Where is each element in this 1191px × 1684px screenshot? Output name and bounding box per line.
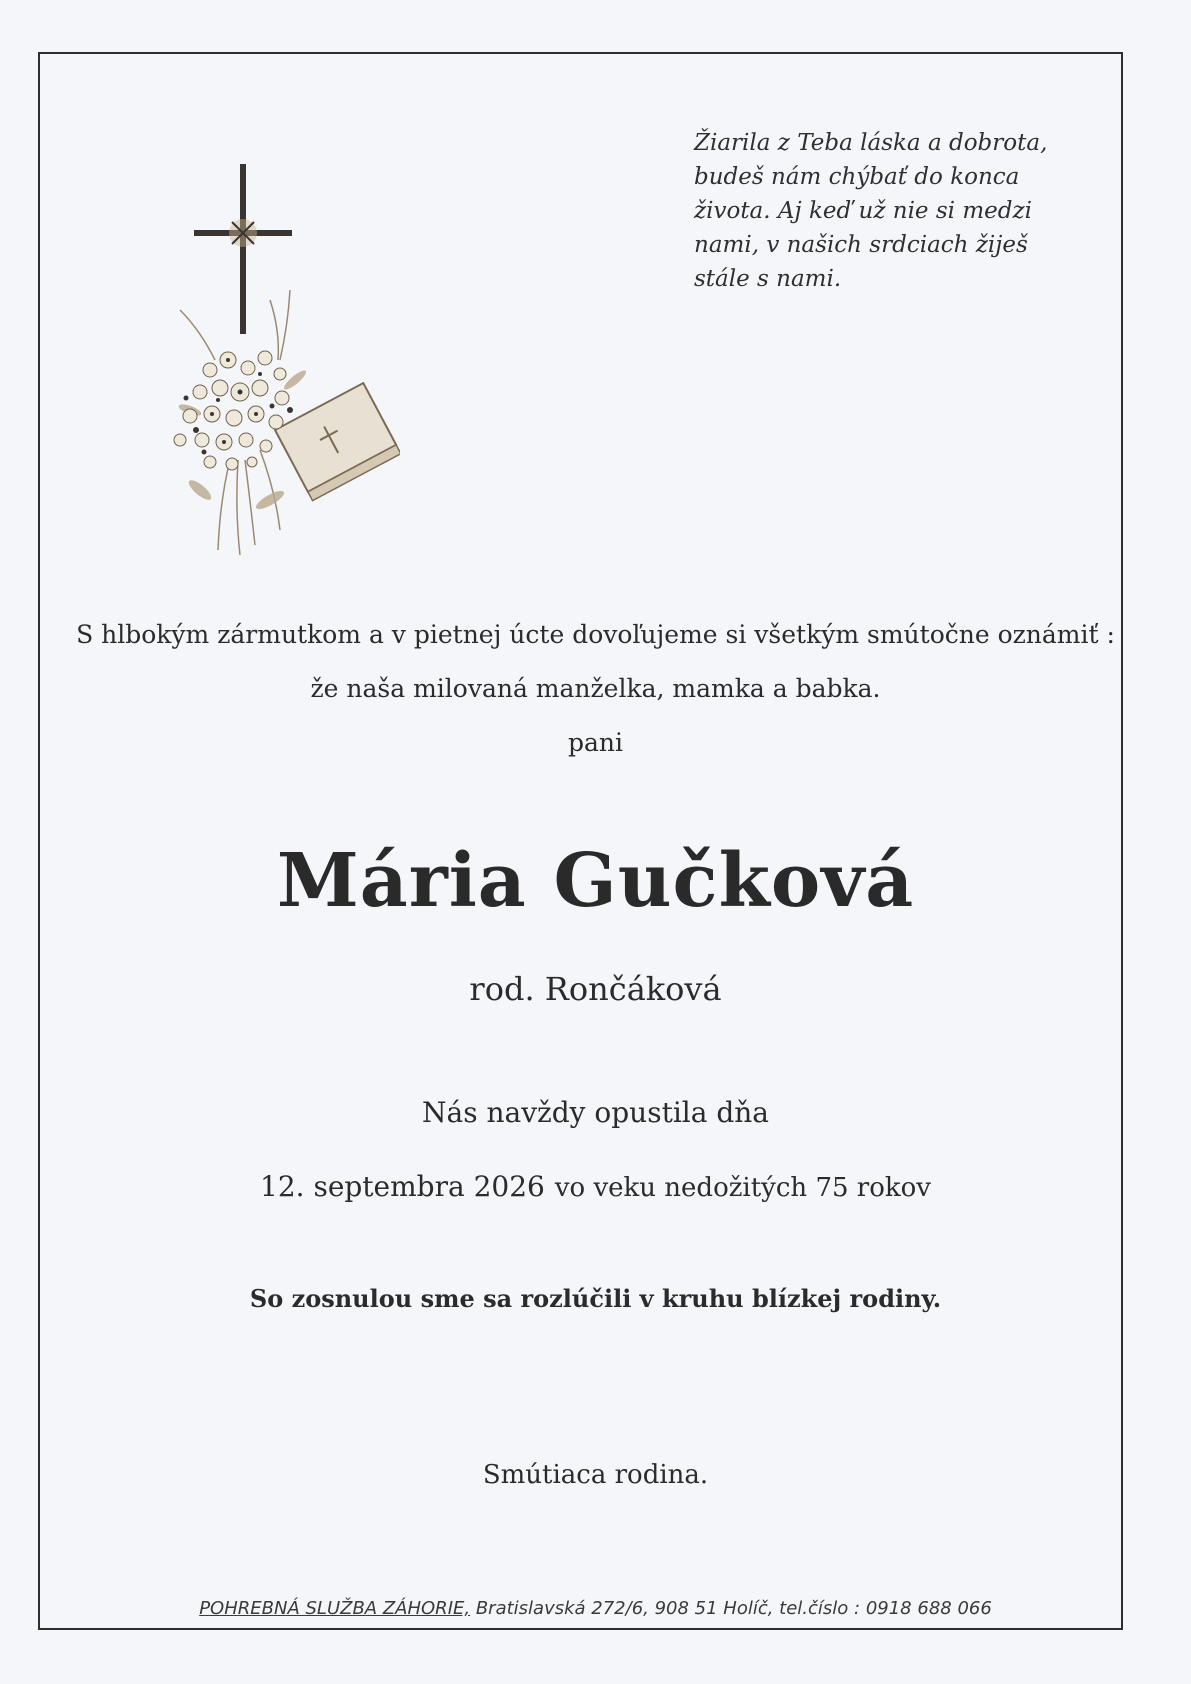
- announcement-line: že naša milovaná manželka, mamka a babka.: [310, 674, 881, 703]
- maiden-name: rod. Rončáková: [469, 970, 722, 1008]
- announcement-line: S hlbokým zármutkom a v pietnej úcte dovoľujeme si všetkým smútočne oznámiť :: [76, 620, 1115, 649]
- funeral-service-details: Bratislavská 272/6, 908 51 Holíč, tel.číslo : 0918 688 066: [470, 1598, 992, 1619]
- quote-line: Žiarila z Teba láska a dobrota,: [694, 130, 1048, 156]
- cross-flowers-book-icon: [160, 160, 400, 560]
- honorific: pani: [567, 728, 623, 757]
- farewell-text: So zosnulou sme sa rozlúčili v kruhu blízkej rodiny.: [249, 1284, 942, 1313]
- death-intro: Nás navždy opustila dňa: [422, 1096, 769, 1129]
- memorial-quote: [694, 126, 1054, 296]
- death-age: vo veku nedožitých 75 rokov: [554, 1173, 931, 1203]
- deceased-name: Mária Gučková: [276, 838, 915, 924]
- quote-line: budeš nám chýbať do konca: [694, 164, 1020, 190]
- quote-line: života. Aj keď už nie si medzi: [694, 198, 1032, 224]
- signature: Smútiaca rodina.: [482, 1460, 709, 1490]
- death-date-line: [0, 1170, 1191, 1203]
- funeral-service-name: POHREBNÁ SLUŽBA ZÁHORIE,: [199, 1598, 471, 1619]
- quote-line: stále s nami.: [694, 266, 842, 292]
- death-date: 12. septembra 2026: [260, 1170, 545, 1203]
- quote-line: nami, v našich srdciach žiješ: [694, 232, 1028, 258]
- funeral-service-footer: [0, 1598, 1191, 1619]
